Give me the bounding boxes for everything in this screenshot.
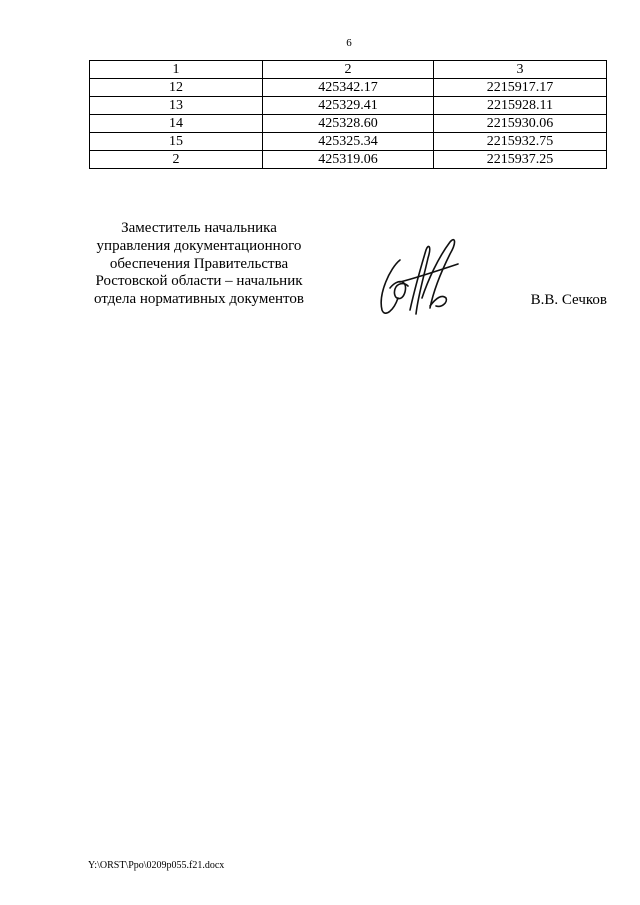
position-line: Ростовской области – начальник <box>95 273 303 290</box>
y-coordinate-cell: 2215930.06 <box>434 115 607 133</box>
x-coordinate-cell: 425325.34 <box>263 133 434 151</box>
point-number-cell: 12 <box>90 79 263 97</box>
table-header-cell: 1 <box>90 61 263 79</box>
x-coordinate-cell: 425342.17 <box>263 79 434 97</box>
point-number-cell: 2 <box>90 151 263 169</box>
point-number-cell: 13 <box>90 97 263 115</box>
position-line: управления документационного <box>96 237 302 254</box>
table-row <box>90 151 607 169</box>
y-coordinate-cell: 2215917.17 <box>434 79 607 97</box>
point-number-cell: 14 <box>90 115 263 133</box>
table-row <box>90 97 607 115</box>
coordinates-table <box>89 60 607 169</box>
x-coordinate-cell: 425319.06 <box>263 151 434 169</box>
signer-position <box>86 220 312 309</box>
file-path-footer: Y:\ORST\Ppo\0209p055.f21.docx <box>88 860 225 871</box>
table-row <box>90 79 607 97</box>
x-coordinate-cell: 425328.60 <box>263 115 434 133</box>
y-coordinate-cell: 2215928.11 <box>434 97 607 115</box>
signer-name: В.В. Сечков <box>530 292 607 308</box>
position-line: Заместитель начальника <box>121 220 277 236</box>
y-coordinate-cell: 2215932.75 <box>434 133 607 151</box>
table-row <box>90 133 607 151</box>
y-coordinate-cell: 2215937.25 <box>434 151 607 169</box>
table-header-cell: 2 <box>263 61 434 79</box>
table-header-cell: 3 <box>434 61 607 79</box>
x-coordinate-cell: 425329.41 <box>263 97 434 115</box>
table-row <box>90 115 607 133</box>
handwritten-signature <box>370 236 464 320</box>
position-line: обеспечения Правительства <box>109 255 289 272</box>
point-number-cell: 15 <box>90 133 263 151</box>
page-number: 6 <box>346 37 352 49</box>
position-line: отдела нормативных документов <box>94 291 304 308</box>
table-header-row <box>90 61 607 79</box>
